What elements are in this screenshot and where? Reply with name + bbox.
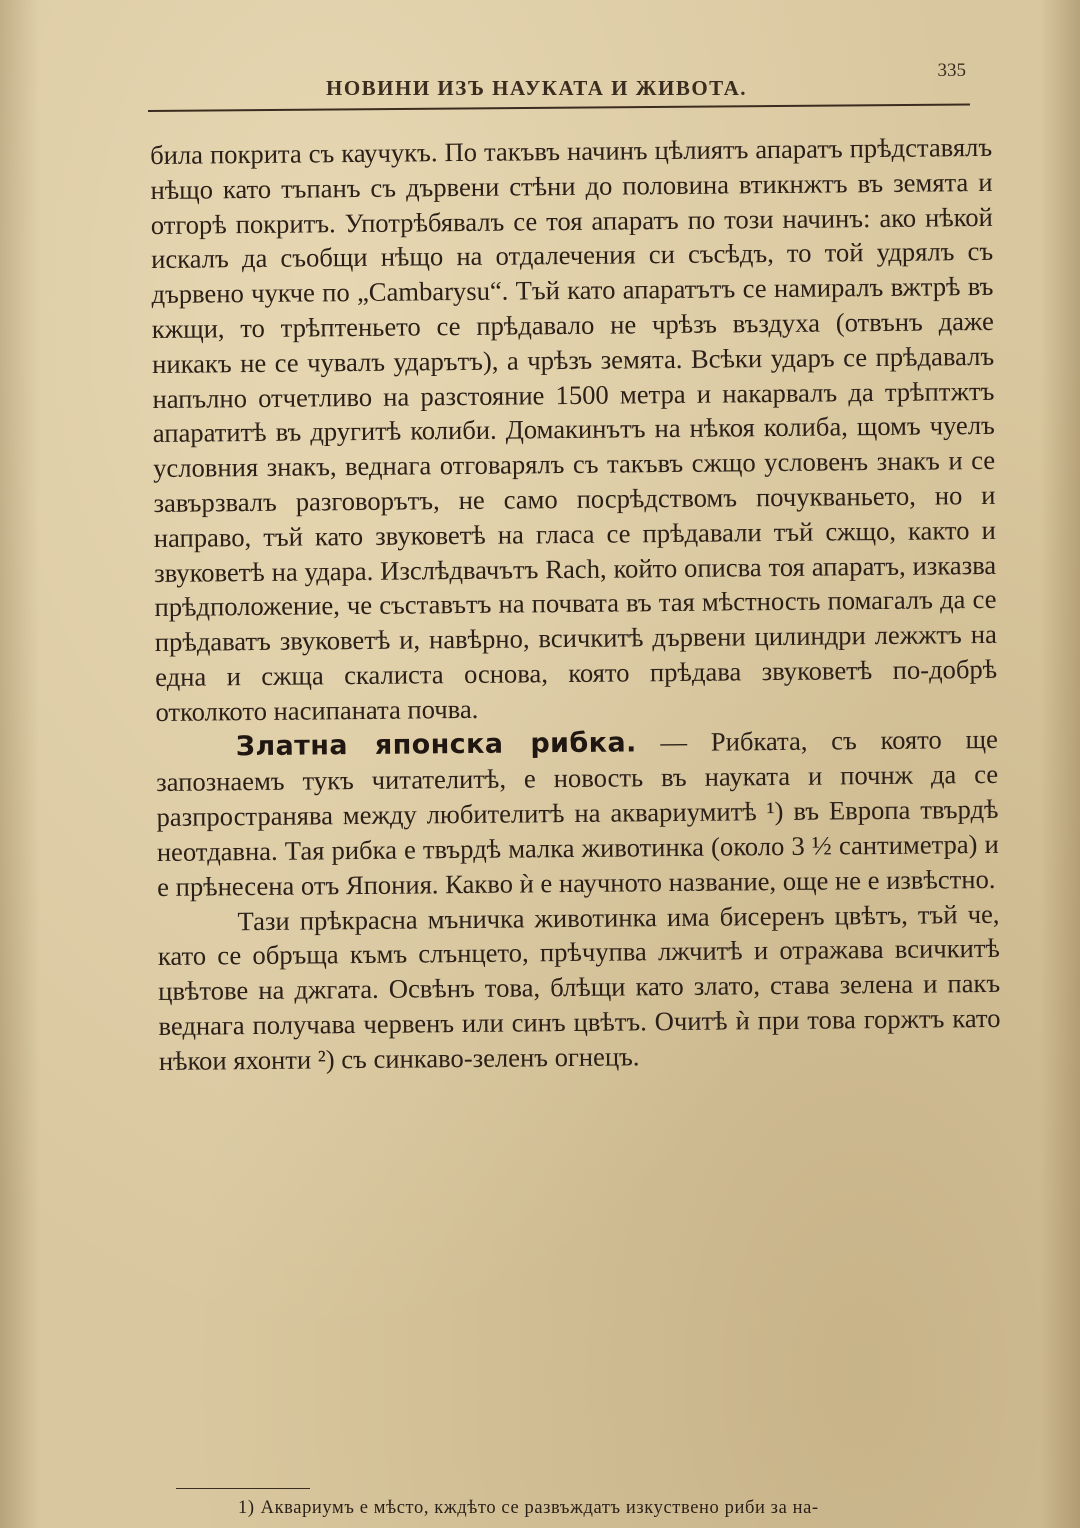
running-title: НОВИНИ ИЗЪ НАУКАТА И ЖИВОТА.: [326, 76, 748, 100]
paragraph-colors: Тази прѣкрасна мъничка животинка има бисеренъ цвѣтъ, тъй че, като се обръща къмъ слънцето, прѣчупва лжчитѣ и отражава всичкитѣ цвѣтове на джгата. Освѣнъ това, блѣщи като злато, става зелена и пакъ веднага получава червенъ или синъ цвѣтъ. Очитѣ ѝ при това горжтъ като нѣкои яхонти ²) съ синкаво-зеленъ огнецъ.: [157, 898, 1001, 1076]
footnote-rule: [176, 1488, 310, 1489]
footnote: [238, 1498, 1008, 1519]
section-intro-text: — Рибката, съ която ще запознаемъ тукъ читателитѣ, е новость въ науката и почнж да се разпространява между любителитѣ на аквариумитѣ ¹) въ Европа твърдѣ неотдавна. Тая рибка е твърдѣ малка животинка (около 3 ½ сантиметра) и е прѣнесена отъ Япония. Какво ѝ е научното название, още не е извѣстно.: [156, 723, 999, 902]
header-rule: [148, 104, 970, 112]
footnote-text: Аквариумъ е мѣсто, кждѣто се развъждатъ изкуствено риби за на-: [260, 1498, 819, 1518]
paragraph-goldfish: [156, 721, 1000, 904]
page-number: 335: [937, 60, 966, 81]
footnote-marker: 1): [238, 1498, 255, 1518]
page-header: [148, 58, 970, 122]
body-text: [150, 130, 1001, 1079]
paragraph-continuation: била покрита съ каучукъ. По такъвъ начинъ цѣлиятъ апаратъ прѣдставялъ нѣщо като тъпанъ съ дървени стѣни до половина втикнжтъ въ земята и отгорѣ покритъ. Употрѣбявалъ се тоя апаратъ по този начинъ: ако нѣкой искалъ да съобщи нѣщо на отдалечения си съсѣдъ, то той удрялъ съ дървено чукче по „Cambarysu“. Тъй като апаратътъ се намиралъ вжтрѣ въ кжщи, то трѣптеньето се прѣдавало не чрѣзъ въздуха (отвънъ даже никакъ не се чувалъ ударътъ), а чрѣзъ земята. Всѣки ударъ се прѣдавалъ напълно отчетливо на разстояние 1500 метра и накарвалъ да трѣптжтъ апаратитѣ въ другитѣ колиби. Домакинътъ на нѣкоя колиба, щомъ чуелъ условния знакъ, веднага отговарялъ съ такъвъ сжщо условенъ знакъ и се завързвалъ разговорътъ, не само посрѣдствомъ почукваньето, но и направо, тъй като звуковетѣ на гласа се прѣдавали тъй сжщо, както и звуковетѣ на удара. Изслѣдвачътъ Rach, който описва тоя апаратъ, изказва прѣдположение, че съставътъ на почвата въ тая мѣстность помагалъ да се прѣдаватъ звуковетѣ и, навѣрно, всичкитѣ дървени цилиндри лежжтъ на една и сжща скалиста основа, която прѣдава звуковетѣ по-добрѣ отколкото насипаната почва.: [150, 131, 998, 727]
section-heading: Златна японска рибка.: [235, 726, 637, 762]
